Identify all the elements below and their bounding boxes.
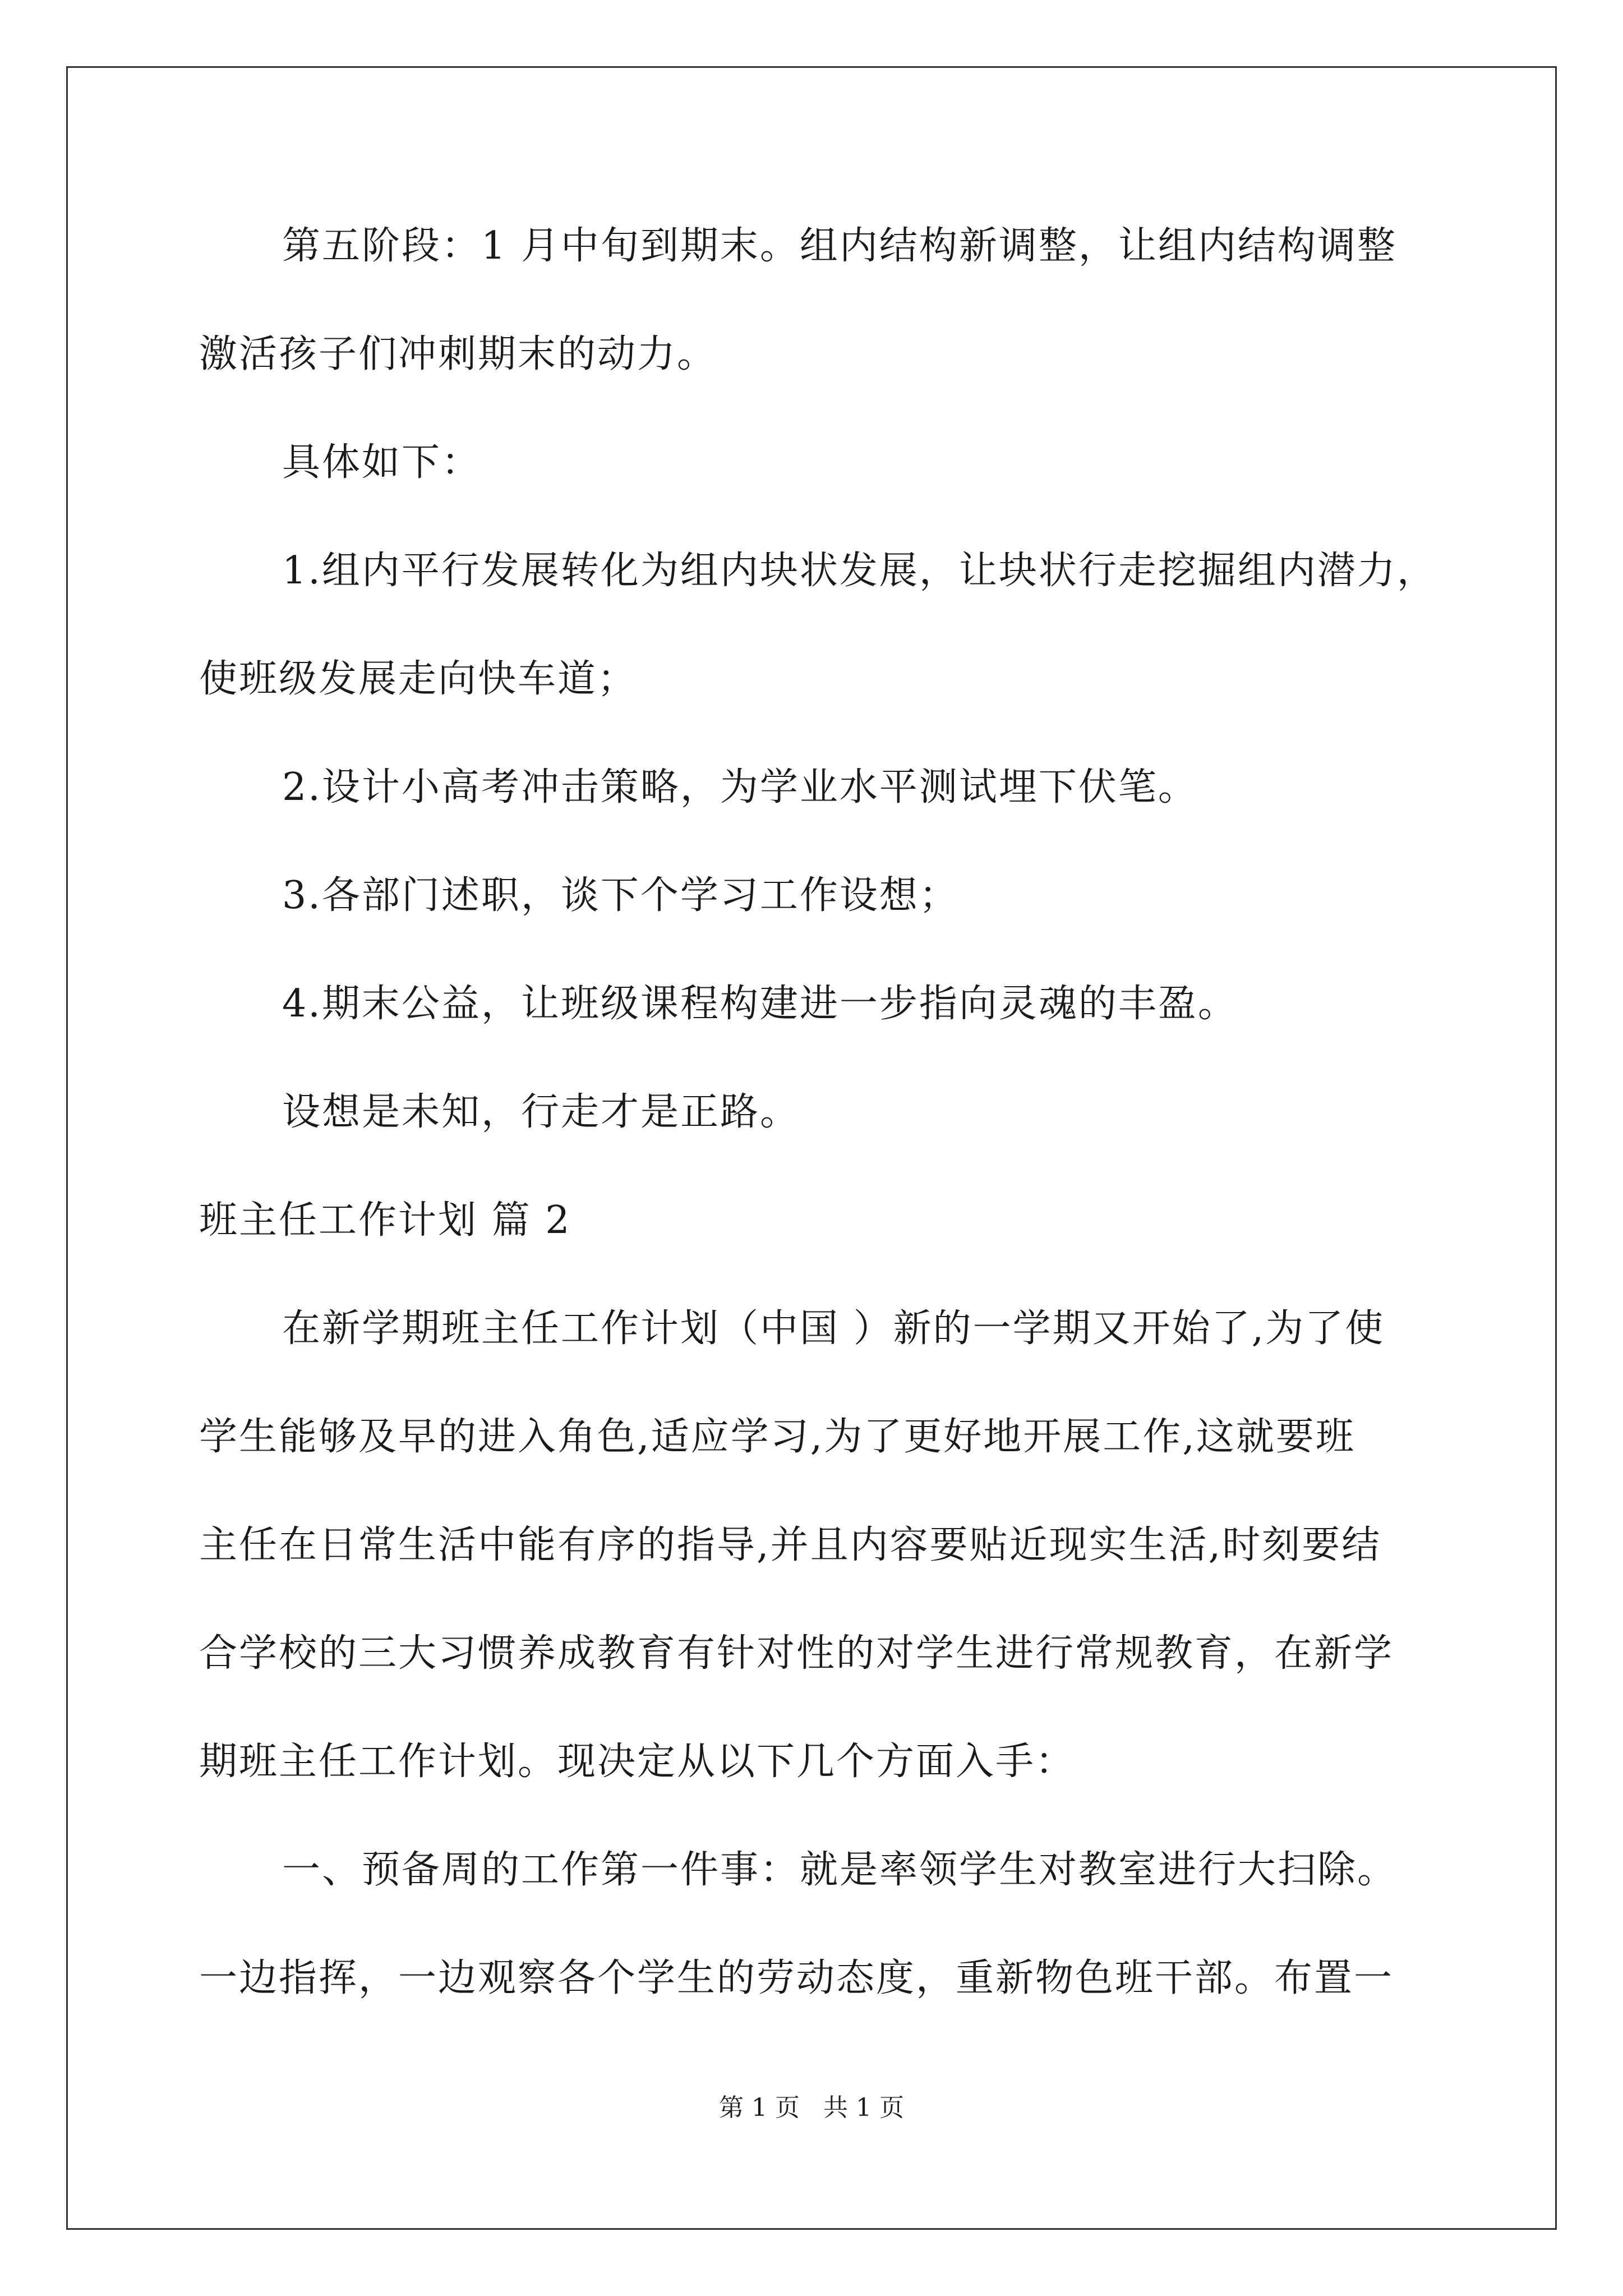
paragraph-line: 设想是未知，行走才是正路。 [282,1090,800,1134]
paragraph-line: 1.组内平行发展转化为组内块状发展，让块状行走挖掘组内潜力， [282,549,1437,593]
paragraph-line: 2.设计小高考冲击策略，为学业水平测试埋下伏笔。 [282,765,1198,809]
paragraph-line: 一、预备周的工作第一件事：就是率领学生对教室进行大扫除。 [282,1848,1398,1892]
page-border [66,66,1557,2230]
section-heading: 班主任工作计划 篇 2 [199,1198,571,1243]
paragraph-line: 激活孩子们冲刺期末的动力。 [199,332,717,376]
paragraph-line: 第五阶段：1 月中旬到期末。组内结构新调整，让组内结构调整 [282,224,1397,268]
paragraph-line: 合学校的三大习惯养成教育有针对性的对学生进行常规教育，在新学 [199,1631,1394,1676]
paragraph-line: 使班级发展走向快车道； [199,657,638,701]
paragraph-line: 学生能够及早的进入角色,适应学习,为了更好地开展工作,这就要班 [199,1415,1355,1459]
paragraph-line: 具体如下： [282,440,482,485]
paragraph-line: 4.期末公益，让班级课程构建进一步指向灵魂的丰盈。 [282,982,1238,1026]
page-number-footer: 第 1 页 共 1 页 [719,2093,904,2122]
paragraph-line: 主任在日常生活中能有序的指导,并且内容要贴近现实生活,时刻要结 [199,1523,1382,1567]
paragraph-line: 期班主任工作计划。现决定从以下几个方面入手： [199,1740,1076,1784]
paragraph-line: 一边指挥，一边观察各个学生的劳动态度，重新物色班干部。布置一 [199,1956,1394,2000]
paragraph-line: 在新学期班主任工作计划（中国 ）新的一学期又开始了,为了使 [282,1306,1385,1351]
paragraph-line: 3.各部门述职，谈下个学习工作设想； [282,873,959,918]
